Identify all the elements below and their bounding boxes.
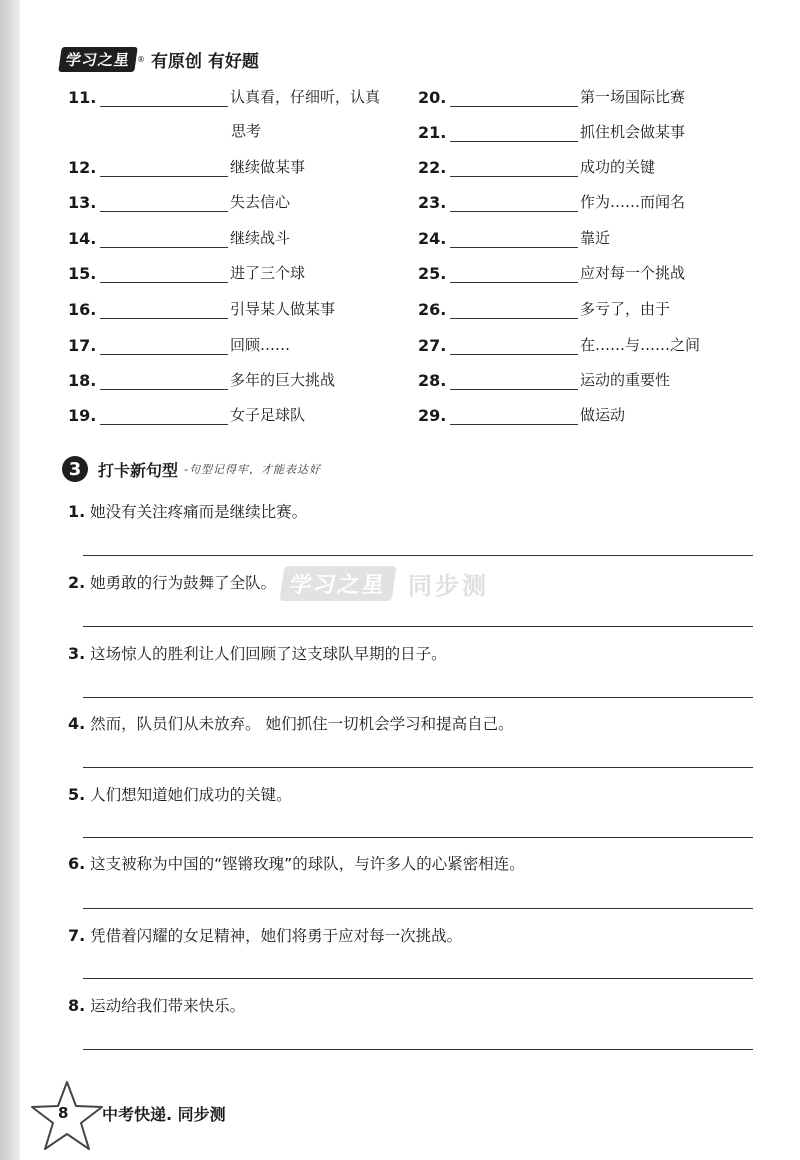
sentence-number: 4. <box>68 714 86 733</box>
watermark-text: 同步测 <box>408 572 490 600</box>
vocab-hint: 抓住机会做某事 <box>580 123 686 141</box>
sentence-prompt <box>68 500 307 522</box>
answer-blank[interactable] <box>450 302 578 319</box>
vocab-hint: 认真看，仔细听，认真 <box>230 88 381 106</box>
vocab-hint: 引导某人做某事 <box>230 300 336 318</box>
vocab-number: 22. <box>418 158 447 177</box>
page-edge-strip <box>0 0 20 1160</box>
watermark <box>282 566 489 601</box>
section-title: 打卡新句型 <box>98 460 179 480</box>
vocab-number: 11. <box>68 88 97 107</box>
vocab-hint-continued: 思考 <box>231 122 262 140</box>
vocab-hint: 应对每一个挑战 <box>580 264 686 282</box>
sentence-number: 8. <box>68 996 86 1015</box>
sentence-prompt <box>68 852 525 874</box>
sentence-text: 凭借着闪耀的女足精神，她们将勇于应对每一次挑战。 <box>90 927 463 945</box>
vocab-hint: 在……与……之间 <box>580 336 701 354</box>
vocab-number: 25. <box>418 264 447 283</box>
answer-line[interactable] <box>83 767 753 768</box>
vocab-number: 12. <box>68 158 97 177</box>
answer-blank[interactable] <box>450 266 578 283</box>
vocab-number: 17. <box>68 336 97 355</box>
answer-blank[interactable] <box>450 125 578 142</box>
answer-blank[interactable] <box>100 266 228 283</box>
page-header <box>60 46 259 72</box>
answer-blank[interactable] <box>100 302 228 319</box>
section-number-badge: 3 <box>62 456 88 482</box>
answer-line[interactable] <box>83 1049 753 1050</box>
sentence-text: 她没有关注疼痛而是继续比赛。 <box>90 503 308 521</box>
answer-blank[interactable] <box>450 373 578 390</box>
vocab-number: 27. <box>418 336 447 355</box>
vocab-item <box>418 331 700 355</box>
sentence-number: 2. <box>68 573 86 592</box>
vocab-item <box>68 295 335 319</box>
vocab-hint: 女子足球队 <box>230 406 306 424</box>
sentence-text: 这场惊人的胜利让人们回顾了这支球队早期的日子。 <box>90 645 447 663</box>
vocab-hint: 做运动 <box>580 406 626 424</box>
vocab-hint: 成功的关键 <box>580 158 656 176</box>
vocab-number: 21. <box>418 123 447 142</box>
vocab-item <box>418 401 625 425</box>
vocab-item <box>68 83 380 107</box>
answer-blank[interactable] <box>100 373 228 390</box>
vocab-number: 19. <box>68 406 97 425</box>
vocab-item <box>418 259 685 283</box>
vocab-hint: 运动的重要性 <box>580 371 671 389</box>
answer-blank[interactable] <box>450 90 578 107</box>
sentence-prompt <box>68 994 245 1016</box>
sentence-number: 5. <box>68 785 86 804</box>
vocab-item <box>418 366 670 390</box>
sentence-number: 3. <box>68 644 86 663</box>
vocab-item <box>68 259 305 283</box>
vocab-item <box>418 188 685 212</box>
vocab-item <box>68 188 290 212</box>
answer-line[interactable] <box>83 837 753 838</box>
answer-blank[interactable] <box>100 408 228 425</box>
vocab-number: 18. <box>68 371 97 390</box>
vocab-hint: 继续战斗 <box>230 229 291 247</box>
vocab-item <box>418 153 655 177</box>
answer-blank[interactable] <box>100 231 228 248</box>
answer-line[interactable] <box>83 978 753 979</box>
vocab-item <box>418 295 670 319</box>
answer-line[interactable] <box>83 626 753 627</box>
sentence-prompt <box>68 712 514 734</box>
vocab-number: 23. <box>418 193 447 212</box>
page-number: 8 <box>58 1104 69 1122</box>
vocab-number: 26. <box>418 300 447 319</box>
vocab-item <box>68 153 305 177</box>
vocab-hint: 第一场国际比赛 <box>580 88 686 106</box>
sentence-text: 人们想知道她们成功的关键。 <box>90 786 292 804</box>
answer-blank[interactable] <box>100 160 228 177</box>
vocab-item <box>68 366 335 390</box>
vocab-hint: 作为……而闻名 <box>580 193 686 211</box>
vocab-hint: 多年的巨大挑战 <box>230 371 336 389</box>
registered-mark: ® <box>137 54 146 64</box>
answer-line[interactable] <box>83 555 753 556</box>
vocab-number: 20. <box>418 88 447 107</box>
vocab-item <box>68 401 305 425</box>
page-footer <box>28 1080 328 1140</box>
vocab-number: 14. <box>68 229 97 248</box>
sentence-prompt <box>68 571 276 593</box>
sentence-prompt <box>68 642 447 664</box>
vocab-hint: 回顾…… <box>230 336 291 354</box>
sentence-number: 6. <box>68 854 86 873</box>
sentence-text: 她勇敢的行为鼓舞了全队。 <box>90 574 277 592</box>
answer-blank[interactable] <box>450 231 578 248</box>
answer-line[interactable] <box>83 697 753 698</box>
sentence-text: 运动给我们带来快乐。 <box>90 997 246 1015</box>
vocab-hint: 继续做某事 <box>230 158 306 176</box>
section-subtitle: -句型记得牢，才能表达好 <box>184 463 321 476</box>
vocab-hint: 多亏了，由于 <box>580 300 671 318</box>
sentence-text: 这支被称为中国的“铿锵玫瑰”的球队，与许多人的心紧密相连。 <box>90 855 525 873</box>
vocab-item <box>68 224 290 248</box>
vocab-number: 16. <box>68 300 97 319</box>
answer-blank[interactable] <box>100 90 228 107</box>
vocab-hint: 进了三个球 <box>230 264 306 282</box>
watermark-logo: 学习之星 <box>280 566 397 601</box>
answer-blank[interactable] <box>450 195 578 212</box>
vocab-hint: 靠近 <box>580 229 611 247</box>
sentence-text: 然而，队员们从未放弃。 她们抓住一切机会学习和提高自己。 <box>90 715 514 733</box>
vocab-number: 28. <box>418 371 447 390</box>
vocab-item <box>418 118 685 142</box>
answer-blank[interactable] <box>450 160 578 177</box>
sentence-number: 7. <box>68 926 86 945</box>
vocab-item <box>68 331 290 355</box>
answer-line[interactable] <box>83 908 753 909</box>
header-title: 有原创 有好题 <box>151 51 259 72</box>
vocab-number: 24. <box>418 229 447 248</box>
answer-blank[interactable] <box>450 408 578 425</box>
answer-blank[interactable] <box>450 338 578 355</box>
sentence-prompt <box>68 924 462 946</box>
footer-title: 中考快递. 同步测 <box>102 1105 226 1124</box>
answer-blank[interactable] <box>100 195 228 212</box>
brand-logo: 学习之星 <box>58 47 138 72</box>
vocab-number: 13. <box>68 193 97 212</box>
sentence-prompt <box>68 783 292 805</box>
vocab-number: 15. <box>68 264 97 283</box>
sentence-number: 1. <box>68 502 86 521</box>
vocab-number: 29. <box>418 406 447 425</box>
vocab-item <box>418 224 610 248</box>
answer-blank[interactable] <box>100 338 228 355</box>
section-heading <box>62 456 321 482</box>
vocab-hint: 失去信心 <box>230 193 291 211</box>
vocab-item <box>418 83 685 107</box>
